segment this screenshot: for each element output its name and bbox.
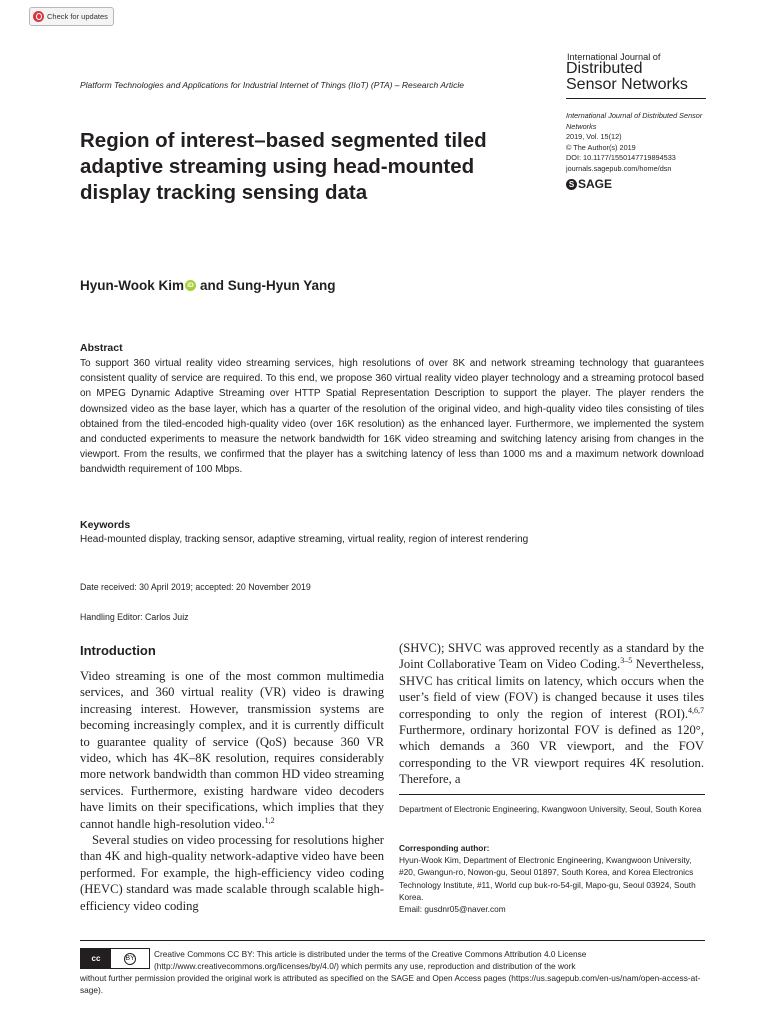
cc-by-license-badge[interactable] <box>80 948 150 969</box>
section-line: Platform Technologies and Applications for Industrial Internet of Things (IIoT) (PTA) – Research Article <box>80 80 464 90</box>
journal-rule <box>566 98 706 99</box>
sage-logo-text: SAGE <box>578 177 613 191</box>
corresponding-heading: Corresponding author: <box>399 843 490 853</box>
affiliation: Department of Electronic Engineering, Kwangwoon University, Seoul, South Korea <box>399 804 702 814</box>
abstract-heading: Abstract <box>80 342 123 354</box>
affiliation-rule <box>399 794 705 795</box>
corresponding-text: Hyun-Wook Kim, Department of Electronic Engineering, Kwangwoon University, #20, Gwangun-ro, Nowon-gu, Seoul 01897, South Korea, and Korea Electronics Technology Institute, #11, World cup buk-ro-54-gil, Mapo-gu, Seoul 03924, South Korea. <box>399 855 696 902</box>
meta-year-volume: 2019, Vol. 15(12) <box>566 132 622 141</box>
sage-logo <box>566 177 612 191</box>
citation-ref[interactable]: 4,6,7 <box>688 705 704 715</box>
license-text-line2: without further permission provided the original work is attributed as specified on the SAGE and Open Access pages (https://us.sagepub.com/en-us/nam/open-access-at-sage). <box>80 973 701 996</box>
meta-doi[interactable]: DOI: 10.1177/1550147719894533 <box>566 153 676 162</box>
footer-rule <box>80 940 705 941</box>
intro-paragraph-2: Several studies on video processing for resolutions higher than 4K and high-quality network-adaptive video have been performed. For example, the high-efficiency video coding (HEVC) standard was made scalable through scalable high-efficiency video coding <box>80 833 384 913</box>
corresponding-author <box>399 842 705 915</box>
journal-name-line1: Distributed <box>566 60 643 77</box>
keywords-heading: Keywords <box>80 519 131 531</box>
cc-icon: cc <box>81 949 111 968</box>
body-column-right <box>399 640 704 788</box>
author-rest: and Sung-Hyun Yang <box>200 278 336 293</box>
intro-c2-text-b: Nevertheless, SHVC has critical limits on latency, which occurs when the user’s field of view (FOV) is changed because it uses tiles corresponding to only the region of interest (ROI). <box>399 657 704 721</box>
article-meta <box>566 111 726 174</box>
handling-editor: Handling Editor: Carlos Juiz <box>80 612 189 622</box>
intro-c2-text-c: Furthermore, ordinary horizontal FOV is defined as 120°, which demands a 360 VR viewport, and the FOV corresponding to the VR viewport requires 4K resolution. Therefore, a <box>399 723 704 787</box>
article-title: Region of interest–based segmented tiled adaptive streaming using head-mounted display tracking sensing data <box>80 129 487 204</box>
corresponding-email[interactable]: Email: gusdnr05@naver.com <box>399 904 506 915</box>
meta-copyright: © The Author(s) 2019 <box>566 142 636 152</box>
by-icon: BY <box>124 953 136 965</box>
sage-logo-icon: S <box>566 179 577 190</box>
check-for-updates-badge[interactable] <box>29 7 114 26</box>
abstract-text: To support 360 virtual reality video streaming services, high resolutions of over 8K and network streaming technology that guarantees consistent quality of service are required. To this end, we propose 360 virtual reality video player technology and a streaming protocol based on MPEG Dynamic Adaptive Streaming over HTTP Spatial Representation Description to support the player. The player renders the downsized video as the base layer, which has a quarter of the resolution of the original video, and high-quality video tiles consisting of tiles obtained from the tiled-encoded high-quality video (over 16K resolution) as the enhanced layer. Furthermore, we implemented the system and conducted experiments to measure the network bandwidth for 16K video streaming and switching latency arising from changes in the viewport. From the results, we confirmed that the player has a switching latency of less than 1000 ms and a maximum network download bandwidth requirement of 100 Mbps. <box>80 358 704 476</box>
citation-ref[interactable]: 1,2 <box>264 815 275 825</box>
author-first: Hyun-Wook Kim <box>80 278 184 293</box>
intro-paragraph-1 <box>80 668 384 832</box>
journal-prefix: International Journal of <box>567 52 661 62</box>
keywords-text: Head-mounted display, tracking sensor, adaptive streaming, virtual reality, region of interest rendering <box>80 534 529 545</box>
citation-ref[interactable]: 3–5 <box>620 656 633 666</box>
intro-c2-text-a: (SHVC); SHVC was approved recently as a standard by the Joint Collaborative Team on Video Coding. <box>399 641 704 672</box>
meta-url[interactable]: journals.sagepub.com/home/dsn <box>566 163 672 173</box>
introduction-heading: Introduction <box>80 643 156 658</box>
intro-p1-text: Video streaming is one of the most common multimedia services, and 360 virtual reality (VR) video is drawing increasing interest. However, transmission systems are becoming increasingly complex, and it is currently difficult to guarantee quality of service (QoS) because 360 VR video, which has 4K–8K resolution, requires considerably more network bandwidth than common HD video streaming services. Furthermore, existing hardware video decoders have limits on their specifications, which implies that they cannot handle high-resolution video. <box>80 669 384 831</box>
author-line <box>80 278 336 293</box>
dates-line: Date received: 30 April 2019; accepted: 20 November 2019 <box>80 582 311 592</box>
meta-journal: International Journal of Distributed Sensor Networks <box>566 111 703 131</box>
update-icon <box>33 11 44 22</box>
body-column-left <box>80 668 384 914</box>
intro-paragraph-continued <box>399 640 704 788</box>
journal-name-line2: Sensor Networks <box>566 76 688 93</box>
orcid-icon[interactable]: iD <box>185 280 196 291</box>
check-for-updates-label: Check for updates <box>47 12 108 21</box>
license-text-line1: Creative Commons CC BY: This article is distributed under the terms of the Creative Commons Attribution 4.0 License (http://www.creativecommons.org/licenses/by/4.0/) which permits any use, reproduction and distribution of the work <box>154 949 587 972</box>
